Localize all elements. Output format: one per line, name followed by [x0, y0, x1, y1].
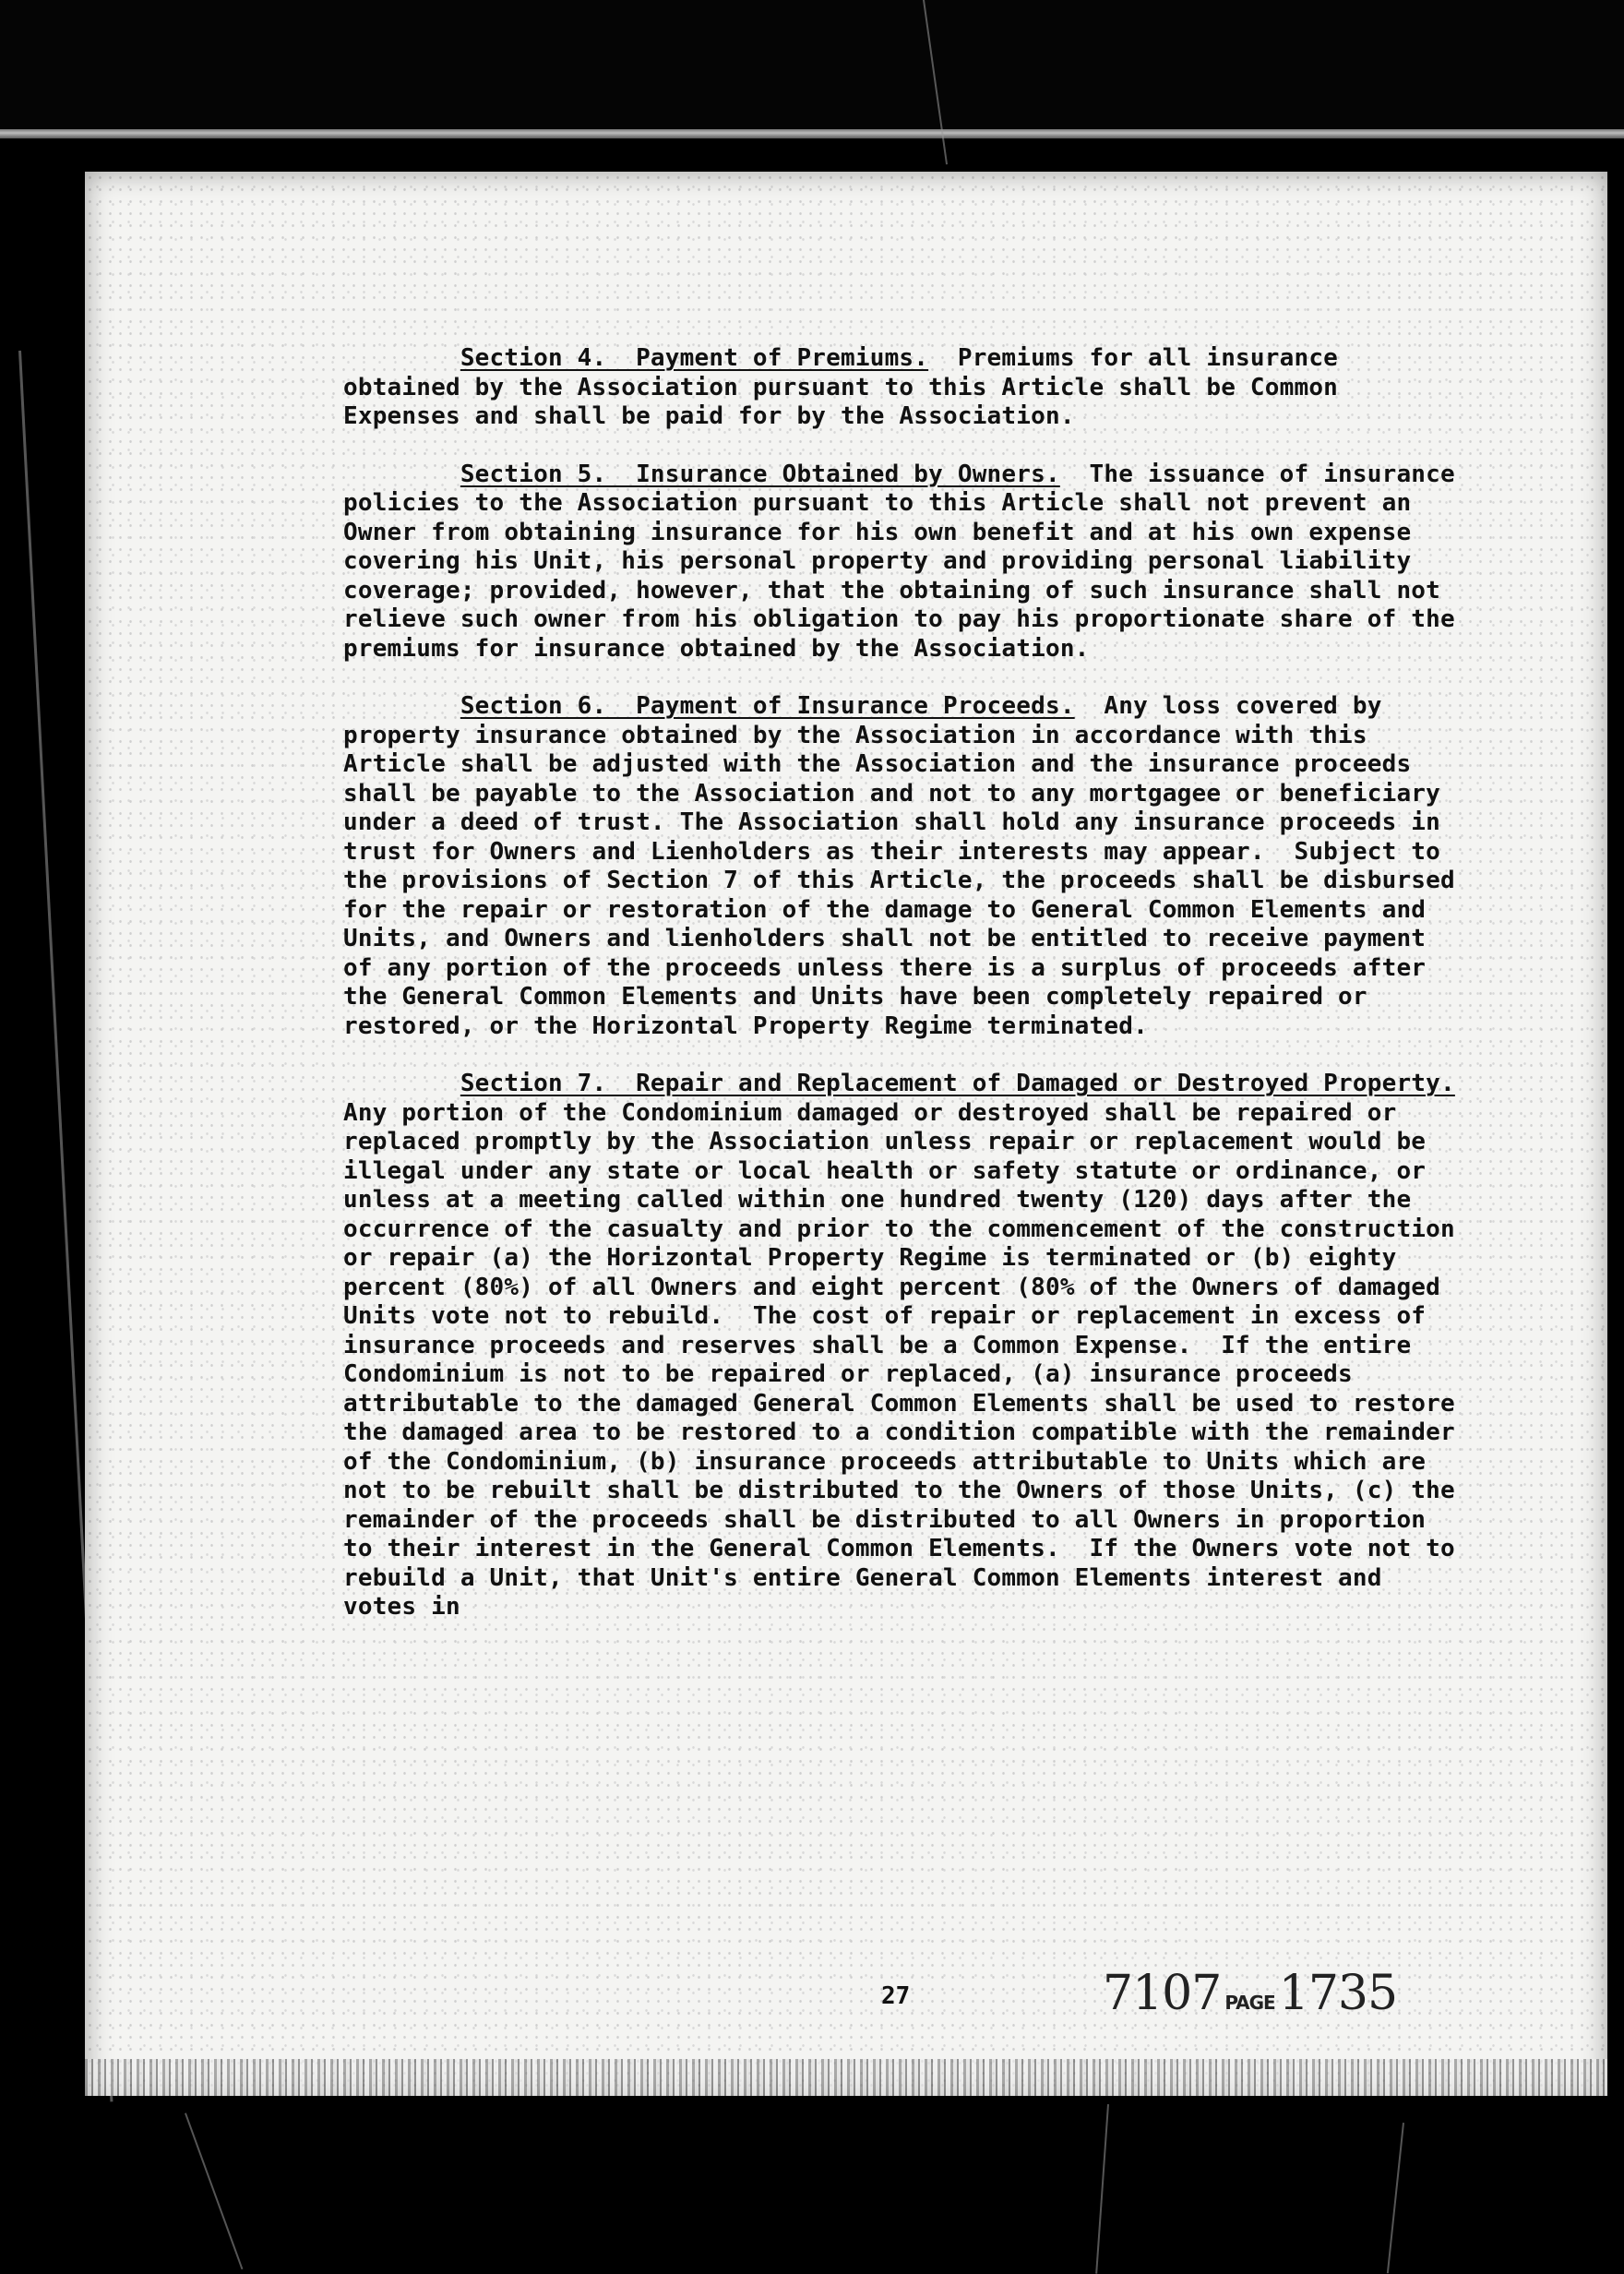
section-text: Any loss covered by property insurance obtained by the Association in accordance with this Article shall be adjusted with the Association and the insurance proceeds shall be payable to the Association and not to any mortgagee or beneficiary under a deed of trust. The Association shall hold any insurance proceeds in trust for Owners and Lienholders as their interests may appear. Subject to the provisions of Section 7 of this Article, the proceeds shall be disbursed for the repair or restoration of the damage to General Common Elements and Units, and Owners and lienholders shall not be entitled to receive payment of any portion of the proceeds unless there is a surplus of proceeds after the General Common Elements and Units have been completely repaired or restored, or the Horizontal Property Regime terminated.	[343, 692, 1470, 1040]
stamp-page-number: 1735	[1278, 1966, 1398, 2021]
film-frame-edge	[0, 129, 1624, 138]
film-scratch	[1095, 2104, 1109, 2274]
film-scratch	[1387, 2123, 1404, 2273]
section-heading: Section 5. Insurance Obtained by Owners.	[460, 460, 1060, 488]
film-scratch	[185, 2112, 243, 2269]
page-number: 27	[881, 1982, 911, 2010]
section-text: Any portion of the Condominium damaged or destroyed shall be repaired or replaced promptly by the Association unless repair or replacement would be illegal under any state or local health or safety statute or ordinance, or unless at a meeting called within one hundred twenty (120) days after the occurrence of the casualty and prior to the commencement of the construction or repair (a) the Horizontal Property Regime is terminated or (b) eighty percent (80%) of all Owners and eight percent (80% of the Owners of damaged Units vote not to rebuild. The cost of repair or replacement in excess of insurance proceeds and reserves shall be a Common Expense. If the entire Condominium is not to be repaired or replaced, (a) insurance proceeds attributable to the damaged General Common Elements shall be used to restore the damaged area to be restored to a condition compatible with the remainder of the Condominium, (b) insurance proceeds attributable to Units which are not to be rebuilt shall be distributed to the Owners of those Units, (c) the remainder of the proceeds shall be distributed to all Owners in proportion to their interest in the General Common Elements. If the Owners vote not to rebuild a Unit, that Unit's entire General Common Elements interest and votes in	[343, 1070, 1485, 1621]
recording-stamp	[1103, 1966, 1397, 2021]
stamp-page-label: PAGE	[1224, 1992, 1275, 2014]
document-body	[343, 344, 1485, 1651]
section-4-paragraph	[343, 344, 1460, 432]
section-5-paragraph	[343, 460, 1470, 664]
section-6-paragraph	[343, 692, 1470, 1041]
section-text: Premiums for all insurance obtained by the Association pursuant to this Article shall be Common Expenses and shall be paid for by the Association.	[343, 344, 1353, 430]
stamp-book-number: 7107	[1103, 1966, 1222, 2021]
section-text: The issuance of insurance policies to the Association pursuant to this Article shall not prevent an Owner from obtaining insurance for his own benefit and at his own expense covering his Unit, his personal property and providing personal liability coverage; provided, however, that the obtaining of such insurance shall not relieve such owner from his obligation to pay his proportionate share of the premiums for insurance obtained by the Association.	[343, 460, 1470, 663]
section-heading: Section 6. Payment of Insurance Proceeds.	[460, 692, 1075, 720]
section-heading: Section 4. Payment of Premiums.	[460, 344, 929, 372]
section-heading: Section 7. Repair and Replacement of Damaged or Destroyed Property.	[460, 1070, 1455, 1097]
film-frame-top	[0, 0, 1624, 138]
section-7-paragraph	[343, 1070, 1485, 1622]
scan-noise	[85, 2059, 1607, 2096]
